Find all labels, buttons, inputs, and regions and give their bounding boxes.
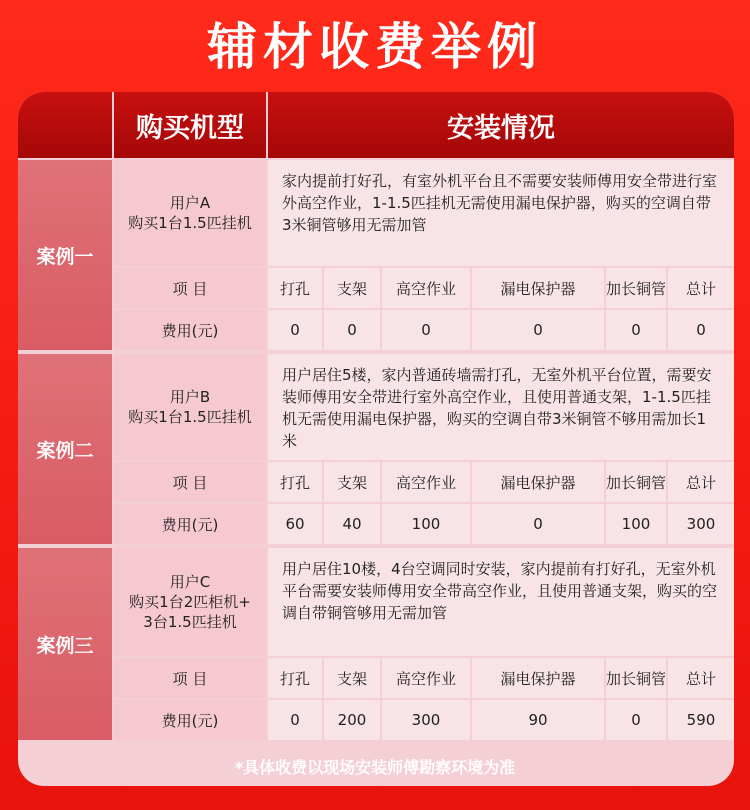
- cost-value-cell: 0: [472, 310, 604, 350]
- item-header-cell: 支架: [324, 462, 380, 502]
- user-model-cell: [114, 354, 266, 460]
- item-header-cell: 漏电保护器: [472, 462, 604, 502]
- item-header-cell: 高空作业: [382, 658, 470, 698]
- item-header-cell: 漏电保护器: [472, 268, 604, 308]
- cost-value-cell: 0: [268, 310, 322, 350]
- cost-row-label: 费用(元): [114, 700, 266, 740]
- item-header-cell: 支架: [324, 268, 380, 308]
- install-description: 家内提前打好孔，有室外机平台且不需要安装师傅用安全带进行室外高空作业，1-1.5匹挂机无需使用漏电保护器，购买的空调自带3米铜管够用无需加管: [268, 160, 734, 266]
- item-header-cell: 漏电保护器: [472, 658, 604, 698]
- user-model-line: 用户B: [169, 388, 211, 406]
- user-model-cell: [114, 548, 266, 656]
- item-header-cell: 高空作业: [382, 268, 470, 308]
- header-corner: [18, 92, 112, 158]
- items-row-label: 项 目: [114, 658, 266, 698]
- cost-value-cell: 100: [606, 504, 666, 544]
- item-header-cell: 打孔: [268, 658, 322, 698]
- item-header-cell: 加长铜管: [606, 658, 666, 698]
- items-row-label: 项 目: [114, 462, 266, 502]
- item-header-cell: 总计: [668, 658, 734, 698]
- cost-value-cell: 0: [268, 700, 322, 740]
- install-description: 用户居住10楼，4台空调同时安装，家内提前有打好孔，无室外机平台需要安装师傅用安全带高空作业，且使用普通支架，购买的空调自带铜管够用无需加管: [268, 548, 734, 656]
- cost-value-cell: 40: [324, 504, 380, 544]
- cost-value-cell: 0: [668, 310, 734, 350]
- item-header-cell: 打孔: [268, 462, 322, 502]
- user-model-line: 3台1.5匹挂机: [143, 613, 237, 631]
- cost-value-cell: 0: [472, 504, 604, 544]
- cost-value-cell: 0: [324, 310, 380, 350]
- page-title: 辅材收费举例: [207, 18, 543, 76]
- cost-value-cell: 0: [382, 310, 470, 350]
- header-install: 安装情况: [268, 92, 734, 158]
- case-label: 案例二: [18, 354, 112, 544]
- item-header-cell: 高空作业: [382, 462, 470, 502]
- user-model-line: 购买1台1.5匹挂机: [128, 408, 252, 426]
- header-model: 购买机型: [114, 92, 266, 158]
- items-row-label: 项 目: [114, 268, 266, 308]
- user-model-line: 用户A: [169, 194, 211, 212]
- cost-value-cell: 200: [324, 700, 380, 740]
- cost-value-cell: 300: [382, 700, 470, 740]
- cost-value-cell: 90: [472, 700, 604, 740]
- install-description: 用户居住5楼，家内普通砖墙需打孔，无室外机平台位置，需要安装师傅用安全带进行室外高空作业，且使用普通支架，1-1.5匹挂机无需使用漏电保护器，购买的空调自带3米铜管不够用需加长1米: [268, 354, 734, 460]
- user-model-line: 购买1台2匹柜机+: [129, 593, 251, 611]
- cost-value-cell: 0: [606, 310, 666, 350]
- cost-row-label: 费用(元): [114, 504, 266, 544]
- item-header-cell: 总计: [668, 268, 734, 308]
- user-model-line: 用户C: [169, 573, 211, 591]
- footer-note: *具体收费以现场安装师傅勘察环境为准: [234, 758, 516, 777]
- cost-value-cell: 590: [668, 700, 734, 740]
- case-label: 案例三: [18, 548, 112, 740]
- item-header-cell: 加长铜管: [606, 268, 666, 308]
- cost-value-cell: 60: [268, 504, 322, 544]
- case-label: 案例一: [18, 160, 112, 350]
- cost-row-label: 费用(元): [114, 310, 266, 350]
- user-model-line: 购买1台1.5匹挂机: [128, 214, 252, 232]
- item-header-cell: 打孔: [268, 268, 322, 308]
- item-header-cell: 加长铜管: [606, 462, 666, 502]
- fee-examples-table: [18, 92, 734, 786]
- item-header-cell: 支架: [324, 658, 380, 698]
- cost-value-cell: 0: [606, 700, 666, 740]
- cost-value-cell: 300: [668, 504, 734, 544]
- cost-value-cell: 100: [382, 504, 470, 544]
- user-model-cell: [114, 160, 266, 266]
- item-header-cell: 总计: [668, 462, 734, 502]
